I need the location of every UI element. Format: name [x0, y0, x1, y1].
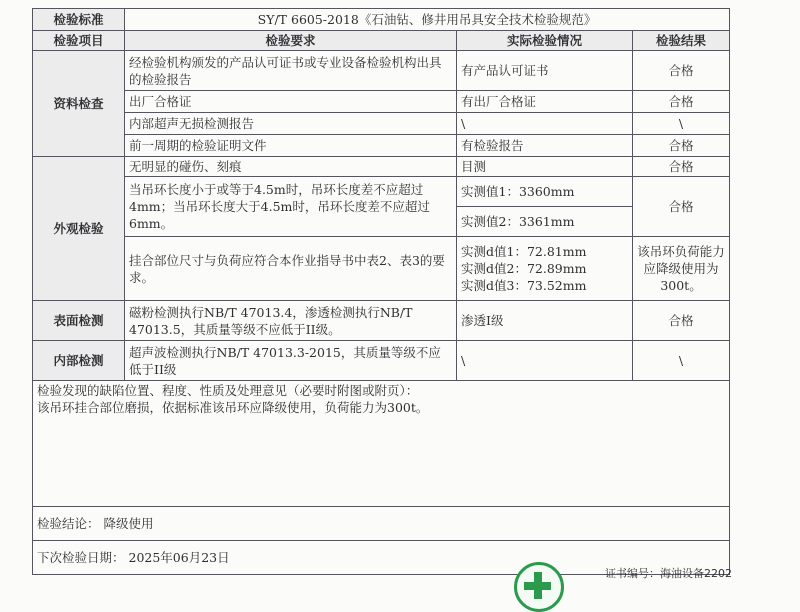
actual-cell	[457, 237, 633, 301]
actual-cell: \	[457, 341, 633, 381]
header-item: 检验项目	[33, 31, 125, 51]
defects-cell	[33, 381, 730, 507]
actual-cell: 实测值2：3361mm	[457, 207, 633, 237]
actual-cell: 有出厂合格证	[457, 91, 633, 113]
header-actual: 实际检验情况	[457, 31, 633, 51]
defects-row	[33, 381, 730, 507]
defects-heading: 检验发现的缺陷位置、程度、性质及处理意见（必要时附图或附页）：	[37, 383, 419, 398]
table-row	[33, 237, 730, 301]
requirement-cell: 当吊环长度小于或等于4.5m时，吊环长度差不应超过4mm；当吊环长度大于4.5m时，吊环长度差不应超过6mm。	[125, 177, 457, 237]
result-cell: \	[633, 341, 730, 381]
result-cell: 合格	[633, 301, 730, 341]
table-row	[33, 91, 730, 113]
category-internal: 内部检测	[33, 341, 125, 381]
standard-row	[33, 9, 730, 31]
actual-cell: 目测	[457, 157, 633, 177]
requirement-cell: 内部超声无损检测报告	[125, 113, 457, 135]
next-date-value: 2025年06月23日	[128, 550, 230, 565]
inspection-table	[32, 8, 730, 575]
table-row	[33, 135, 730, 157]
requirement-cell: 前一周期的检验证明文件	[125, 135, 457, 157]
standard-value: SY/T 6605-2018《石油钻、修井用吊具安全技术检验规范》	[125, 9, 730, 31]
requirement-cell: 超声波检测执行NB/T 47013.3-2015，其质量等级不应低于II级	[125, 341, 457, 381]
measure-2: 实测d值2：72.89mm	[461, 261, 587, 276]
measure-1: 实测d值1：72.81mm	[461, 244, 587, 259]
result-cell: 该吊环负荷能力应降级使用为300t。	[633, 237, 730, 301]
table-row	[33, 113, 730, 135]
table-row	[33, 341, 730, 381]
table-row	[33, 157, 730, 177]
table-row	[33, 177, 730, 207]
table-row	[33, 51, 730, 91]
next-date-label: 下次检验日期：	[37, 550, 125, 565]
requirement-cell: 经检验机构颁发的产品认可证书或专业设备检验机构出具的检验报告	[125, 51, 457, 91]
conclusion-label: 检验结论：	[37, 516, 100, 531]
safety-cross-seal	[514, 562, 564, 612]
actual-cell: \	[457, 113, 633, 135]
actual-cell: 实测值1：3360mm	[457, 177, 633, 207]
result-cell: 合格	[633, 51, 730, 91]
result-cell: 合格	[633, 157, 730, 177]
certificate-number: 证书编号：海油设备2202	[605, 567, 732, 580]
requirement-cell: 无明显的碰伤、刻痕	[125, 157, 457, 177]
conclusion-row	[33, 507, 730, 541]
conclusion-cell	[33, 507, 730, 541]
category-appearance: 外观检验	[33, 157, 125, 301]
header-result: 检验结果	[633, 31, 730, 51]
requirement-cell: 挂合部位尺寸与负荷应符合本作业指导书中表2、表3的要求。	[125, 237, 457, 301]
defects-detail: 该吊环挂合部位磨损，依据标准该吊环应降级使用，负荷能力为300t。	[37, 400, 429, 415]
actual-cell: 有产品认可证书	[457, 51, 633, 91]
result-cell: 合格	[633, 91, 730, 113]
requirement-cell: 磁粉检测执行NB/T 47013.4，渗透检测执行NB/T 47013.5，其质量等级不应低于II级。	[125, 301, 457, 341]
table-row	[33, 301, 730, 341]
category-data-check: 资料检查	[33, 51, 125, 157]
header-row	[33, 31, 730, 51]
measure-3: 实测d值3：73.52mm	[461, 278, 587, 293]
actual-cell: 渗透I级	[457, 301, 633, 341]
requirement-cell: 出厂合格证	[125, 91, 457, 113]
result-cell: \	[633, 113, 730, 135]
result-cell: 合格	[633, 177, 730, 237]
standard-label: 检验标准	[33, 9, 125, 31]
actual-cell: 有检验报告	[457, 135, 633, 157]
conclusion-value: 降级使用	[103, 516, 154, 531]
header-requirement: 检验要求	[125, 31, 457, 51]
result-cell: 合格	[633, 135, 730, 157]
category-surface: 表面检测	[33, 301, 125, 341]
